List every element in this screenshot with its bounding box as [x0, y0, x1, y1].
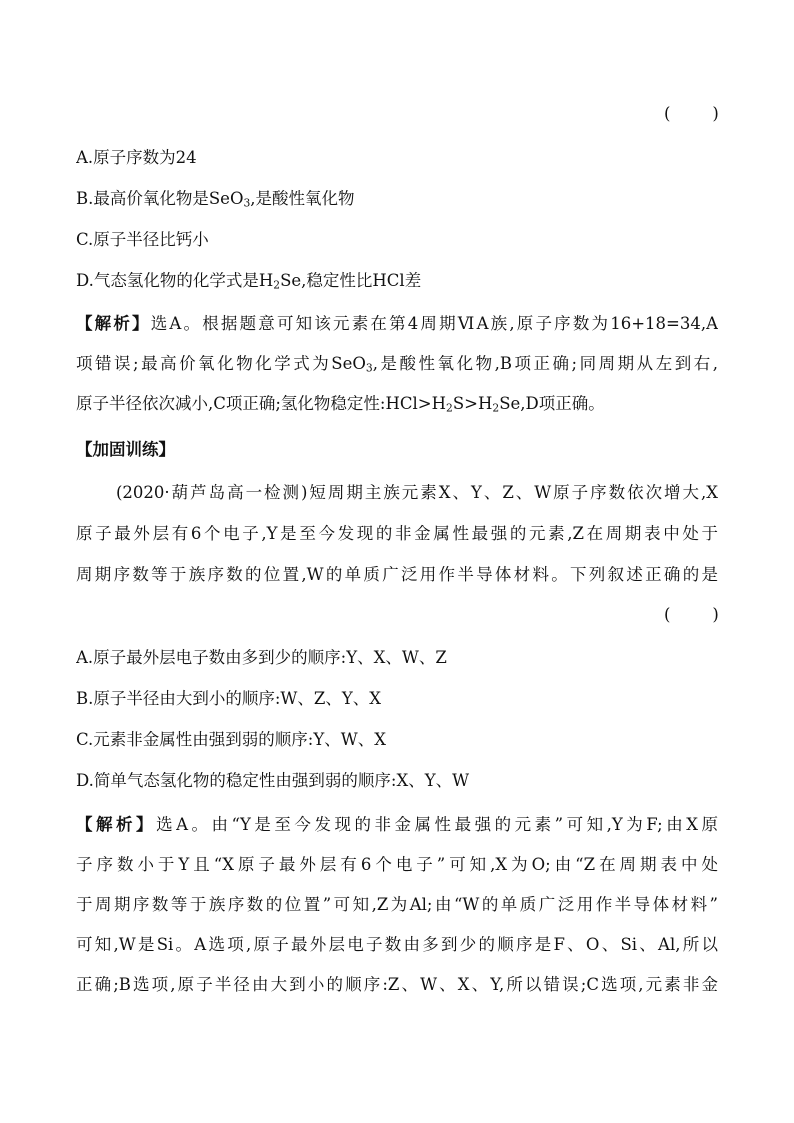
- q1-option-d: D.气态氢化物的化学式是$H_2Se$,稳定性比HCl差: [76, 271, 422, 291]
- q2-option-b: B.原子半径由大到小的顺序:W、Z、Y、X: [76, 689, 381, 708]
- q2-stem-line-1: (2020·葫芦岛高一检测)短周期主族元素X、Y、Z、W原子序数依次增大,X: [116, 483, 718, 502]
- q2-option-c: C.元素非金属性由强到弱的顺序:Y、W、X: [76, 730, 386, 749]
- analysis-tag: 【解析】: [76, 314, 151, 333]
- q1-analysis-line-1: 【解析】选A。根据题意可知该元素在第4周期ⅥA族,原子序数为16+18=34,A: [76, 314, 718, 333]
- q2-stem-line-2: 原子最外层有6个电子,Y是至今发现的非金属性最强的元素,Z在周期表中处于: [76, 524, 718, 543]
- q1-option-a: A.原子序数为24: [76, 148, 197, 167]
- answer-blank-1: ( ): [664, 104, 719, 123]
- q1-option-c: C.原子半径比钙小: [76, 230, 209, 249]
- q2-analysis-line-3: 于周期序数等于族序数的位置”可知,Z为Al;由“W的单质广泛用作半导体材料”: [76, 895, 718, 914]
- answer-blank-2: ( ): [664, 605, 719, 624]
- q1-analysis-line-2: 项错误;最高价氧化物化学式为SeO$_3$,是酸性氧化物,B项正确;同周期从左到右,: [76, 354, 718, 374]
- section-heading: 【加固训练】: [76, 440, 175, 459]
- q2-analysis-line-2: 子序数小于Y且“X原子最外层有6个电子”可知,X为O;由“Z在周期表中处: [76, 855, 718, 874]
- q2-option-a: A.原子最外层电子数由多到少的顺序:Y、X、W、Z: [76, 648, 447, 667]
- q2-analysis-line-5: 正确;B选项,原子半径由大到小的顺序:Z、W、X、Y,所以错误;C选项,元素非金: [76, 975, 718, 994]
- q2-stem-line-3: 周期序数等于族序数的位置,W的单质广泛用作半导体材料。下列叙述正确的是: [76, 565, 718, 584]
- q2-option-d: D.简单气态氢化物的稳定性由强到弱的顺序:X、Y、W: [76, 771, 470, 790]
- q1-option-b: B.最高价氧化物是SeO$_3$,是酸性氧化物: [76, 189, 355, 209]
- q2-analysis-line-4: 可知,W是Si。A选项,原子最外层电子数由多到少的顺序是F、O、Si、Al,所以: [76, 935, 718, 954]
- q2-analysis-line-1: 【解析】选A。由“Y是至今发现的非金属性最强的元素”可知,Y为F;由X原: [76, 815, 718, 834]
- q1-analysis-line-3: 原子半径依次减小,C项正确;氢化物稳定性$:HCl>H_2S>H_2Se,D$项正确。: [76, 394, 605, 414]
- analysis-tag: 【解析】: [76, 815, 157, 834]
